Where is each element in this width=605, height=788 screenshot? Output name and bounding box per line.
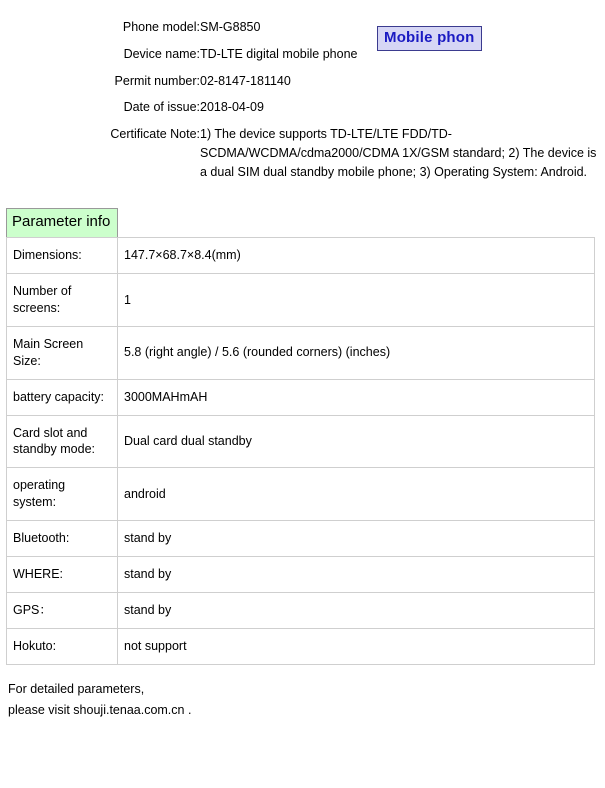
param-key-operating-system: operating system: — [7, 468, 118, 521]
table-row — [0, 68, 605, 95]
table-row — [7, 556, 595, 592]
param-value-dimensions: 147.7×68.7×8.4(mm) — [118, 238, 595, 274]
tab-parameter-info[interactable]: Parameter info — [6, 208, 118, 236]
footer-note — [0, 679, 605, 722]
param-key-card-slot-mode: Card slot and standby mode: — [7, 415, 118, 468]
table-row — [7, 521, 595, 557]
param-value-where: stand by — [118, 556, 595, 592]
param-key-number-of-screens: Number of screens: — [7, 274, 118, 327]
param-value-operating-system: android — [118, 468, 595, 521]
device-name-value: TD-LTE digital mobile phone — [200, 46, 358, 61]
param-value-card-slot-mode: Dual card dual standby — [118, 415, 595, 468]
table-row — [7, 379, 595, 415]
table-row — [7, 274, 595, 327]
table-row — [0, 14, 605, 41]
param-value-main-screen-size: 5.8 (right angle) / 5.6 (rounded corners) (inches) — [118, 326, 595, 379]
table-row — [7, 592, 595, 628]
table-row — [0, 41, 605, 68]
certificate-info-block — [0, 0, 605, 185]
table-row — [0, 94, 605, 121]
permit-number-label: Permit number: — [114, 73, 200, 88]
param-value-gps: stand by — [118, 592, 595, 628]
param-key-battery-capacity: battery capacity: — [7, 379, 118, 415]
footer-line-1: For detailed parameters, — [8, 681, 145, 696]
certificate-note-label: Certificate Note: — [110, 127, 200, 141]
phone-model-value: SM-G8850 — [200, 20, 261, 34]
param-key-gps: GPS： — [7, 592, 118, 628]
table-row — [7, 326, 595, 379]
footer-line-2: please visit shouji.tenaa.com.cn . — [8, 702, 192, 717]
device-name-label: Device name: — [123, 46, 200, 61]
param-value-number-of-screens: 1 — [118, 274, 595, 327]
parameter-table — [6, 237, 595, 664]
param-key-dimensions: Dimensions: — [7, 238, 118, 274]
param-key-main-screen-size: Main Screen Size: — [7, 326, 118, 379]
phone-model-label: Phone model: — [122, 20, 200, 34]
table-row — [7, 468, 595, 521]
param-value-hokuto: not support — [118, 628, 595, 664]
parameter-tab-bar — [0, 207, 605, 237]
table-row — [7, 415, 595, 468]
param-key-bluetooth: Bluetooth: — [7, 521, 118, 557]
permit-number-value: 02-8147-181140 — [200, 73, 291, 88]
date-of-issue-label: Date of issue: — [123, 100, 200, 115]
param-value-battery-capacity: 3000MAHmAH — [118, 379, 595, 415]
param-key-where: WHERE: — [7, 556, 118, 592]
status-badge: Mobile phon — [377, 26, 482, 51]
param-value-bluetooth: stand by — [118, 521, 595, 557]
table-row — [7, 238, 595, 274]
table-row — [0, 121, 605, 185]
param-key-hokuto: Hokuto: — [7, 628, 118, 664]
table-row — [7, 628, 595, 664]
certificate-info-table — [0, 14, 605, 185]
date-of-issue-value: 2018-04-09 — [200, 100, 264, 115]
certificate-note-value: 1) The device supports TD-LTE/LTE FDD/TD-SCDMA/WCDMA/cdma2000/CDMA 1X/GSM standard; 2) The device is a dual SIM dual standby mobile phone; 3) Operating System: Android. — [200, 127, 597, 179]
